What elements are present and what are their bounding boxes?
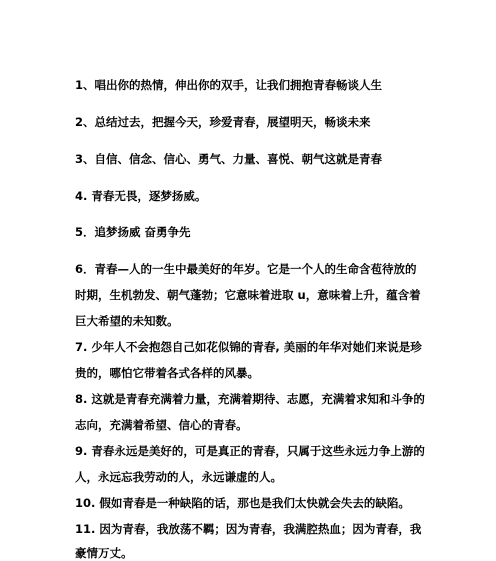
text-line-6b: 时期，生机勃发、朝气蓬勃；它意味着进取 u，意味着上升，蕴含着	[75, 288, 421, 302]
text-line-2: 2、总结过去，把握今天，珍爱青春，展望明天，畅谈未来	[75, 115, 371, 129]
text-line-6: 6．青春—人的一生中最美好的年岁。它是一个人的生命含苞待放的	[75, 262, 417, 276]
text-line-11: 11. 因为青春，我放荡不羁；因为青春，我满腔热血；因为青春，我	[75, 522, 422, 536]
text-line-1: 1、唱出你的热情，伸出你的双手，让我们拥抱青春畅谈人生	[75, 78, 382, 92]
text-line-8b: 志向，充满着希望、信心的青春。	[75, 418, 248, 432]
text-line-3: 3、自信、信念、信心、勇气、力量、喜悦、朝气这就是青春	[75, 152, 382, 166]
text-line-7: 7. 少年人不会抱怨自己如花似锦的青春, 美丽的年华对她们来说是珍	[75, 340, 422, 354]
text-line-11b: 豪情万丈。	[75, 546, 133, 560]
text-line-9b: 人，永远忘我劳动的人，永远谦虚的人。	[75, 470, 282, 484]
text-line-8: 8. 这就是青春充满着力量，充满着期待、志愿，充满着求知和斗争的	[75, 392, 425, 406]
text-line-7b: 贵的，哪怕它带着各式各样的风暴。	[75, 366, 259, 380]
text-line-5: 5．追梦扬威 奋勇争先	[75, 225, 191, 239]
text-line-10: 10. 假如青春是一种缺陷的话，那也是我们太快就会失去的缺陷。	[75, 496, 410, 510]
text-line-6c: 巨大希望的未知数。	[75, 314, 179, 328]
text-line-9: 9. 青春永远是美好的，可是真正的青春，只属于这些永远力争上游的	[75, 444, 425, 458]
text-line-4: 4. 青春无畏，逐梦扬威。	[75, 189, 207, 203]
